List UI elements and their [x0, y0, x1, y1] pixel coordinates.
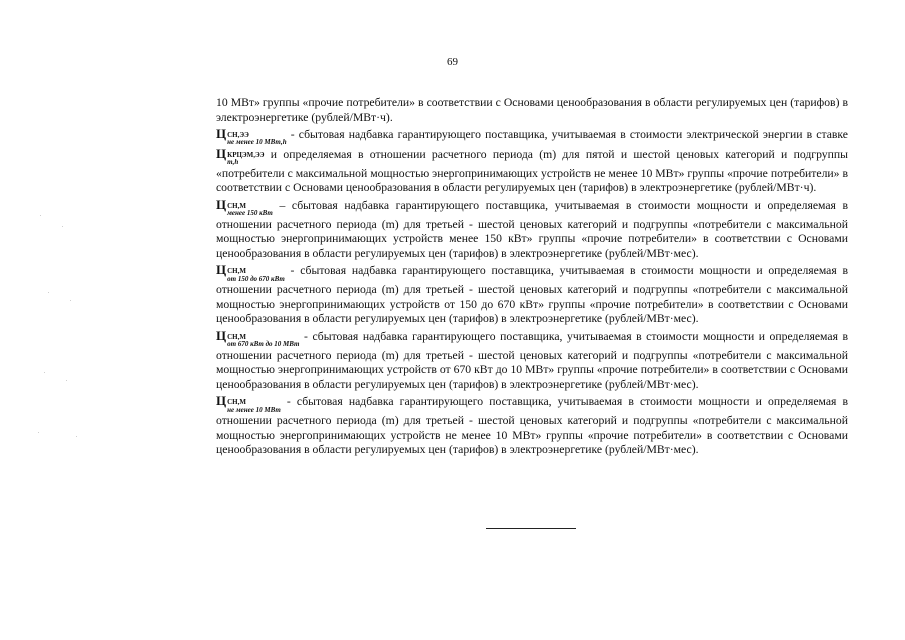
paragraph-continuation	[216, 96, 848, 125]
symbol-base: Ц	[216, 145, 227, 161]
scan-artifact	[66, 380, 67, 381]
paragraph-text: 10 МВт» группы «прочие потребители» в соответствии с Основами ценообразования в области регулируемых цен (тарифов) в электроэнергетике (рублей/МВт·ч).	[216, 96, 848, 124]
symbol-subscript: не менее 10 МВт	[227, 405, 281, 414]
scan-artifact	[48, 292, 49, 293]
paragraph-text: - сбытовая надбавка гарантирующего поставщика, учитываемая в стоимости мощности и определяемая в отношении расчетного периода (m) для третьей - шестой ценовых категорий и подгруппы «потребители с максимальной мощностью энергопринимающих устройств не менее 10 МВт» группы «прочие потребители» в соответствии с Основами ценообразования в области регулируемых цен (тарифов) в электроэнергетике (рублей/МВт·мес).	[216, 395, 848, 457]
paragraph-text: - сбытовая надбавка гарантирующего поставщика, учитываемая в стоимости мощности и определяемая в отношении расчетного периода (m) для третьей - шестой ценовых категорий и подгруппы «потребители с максимальной мощностью энергопринимающих устройств от 150 до 670 кВт» группы «прочие потребители» в соответствии с Основами ценообразования в области регулируемых цен (тарифов) в электроэнергетике (рублей/МВт·мес).	[216, 264, 848, 326]
symbol-subscript: m,h	[227, 158, 239, 167]
tariff-symbol	[216, 393, 281, 414]
paragraph-capacity-670-10mw	[216, 329, 848, 392]
symbol-superscript: СН,М	[227, 201, 246, 210]
symbol-subscript: от 670 кВт до 10 МВт	[227, 340, 300, 349]
paragraph-capacity-150-670	[216, 263, 848, 326]
symbol-superscript: СН,М	[227, 398, 246, 407]
paragraph-energy-markup	[216, 127, 848, 196]
scan-artifact	[62, 226, 63, 227]
tariff-symbol	[216, 327, 300, 349]
symbol-base: Ц	[216, 262, 227, 278]
paragraph-text: - сбытовая надбавка гарантирующего поставщика, учитываемая в стоимости электрической энергии в ставке	[286, 128, 848, 141]
scan-artifact	[76, 436, 77, 437]
document-body	[216, 96, 848, 458]
page-number: 69	[447, 56, 458, 68]
scan-artifact	[70, 300, 71, 301]
symbol-base: Ц	[216, 196, 227, 212]
tariff-symbol-rate	[216, 145, 265, 167]
symbol-subscript: менее 150 кВт	[227, 209, 273, 218]
symbol-subscript: от 150 до 670 кВт	[227, 274, 285, 283]
symbol-base: Ц	[216, 327, 227, 343]
symbol-superscript: СН,М	[227, 332, 246, 341]
symbol-subscript: не менее 10 МВт,h	[227, 138, 287, 147]
symbol-base: Ц	[216, 126, 227, 141]
scan-artifact	[40, 215, 41, 216]
paragraph-text: – сбытовая надбавка гарантирующего поставщика, учитываемая в стоимости мощности и определяемая в отношении расчетного периода (m) для третьей - шестой ценовых категорий и подгруппы «потребители с максимальной мощностью энергопринимающих устройств менее 150 кВт» группы «прочие потребители» в соответствии с Основами ценообразования в области регулируемых цен (тарифов) в электроэнергетике (рублей/МВт·мес).	[216, 198, 848, 260]
symbol-superscript: КРЦЭМ,ЭЭ	[227, 150, 265, 159]
scan-artifact	[44, 372, 45, 373]
paragraph-text: - сбытовая надбавка гарантирующего поставщика, учитываемая в стоимости мощности и определяемая в отношении расчетного периода (m) для третьей - шестой ценовых категорий и подгруппы «потребители с максимальной мощностью энергопринимающих устройств от 670 кВт до 10 МВт» группы «прочие потребители» в соответствии с Основами ценообразования в области регулируемых цен (тарифов) в электроэнергетике (рублей/МВт·мес).	[216, 329, 848, 391]
tariff-symbol	[216, 262, 285, 283]
symbol-base: Ц	[216, 393, 227, 409]
paragraph-capacity-over-10mw	[216, 394, 848, 457]
symbol-superscript: СН,М	[227, 267, 246, 276]
symbol-superscript: СН,ЭЭ	[227, 130, 249, 139]
paragraph-capacity-under-150	[216, 198, 848, 261]
scan-artifact	[38, 432, 39, 433]
end-rule	[486, 528, 576, 529]
paragraph-text: и определяемая в отношении расчетного периода (m) для пятой и шестой ценовых категорий и подгруппы «потребители с максимальной мощностью энергопринимающих устройств не менее 10 МВт» группы «прочие потребители» в соответствии с Основами ценообразования в области регулируемых цен (тарифов) в электроэнергетике (рублей/МВт·ч).	[216, 147, 848, 195]
tariff-symbol	[216, 126, 287, 147]
tariff-symbol	[216, 196, 273, 218]
